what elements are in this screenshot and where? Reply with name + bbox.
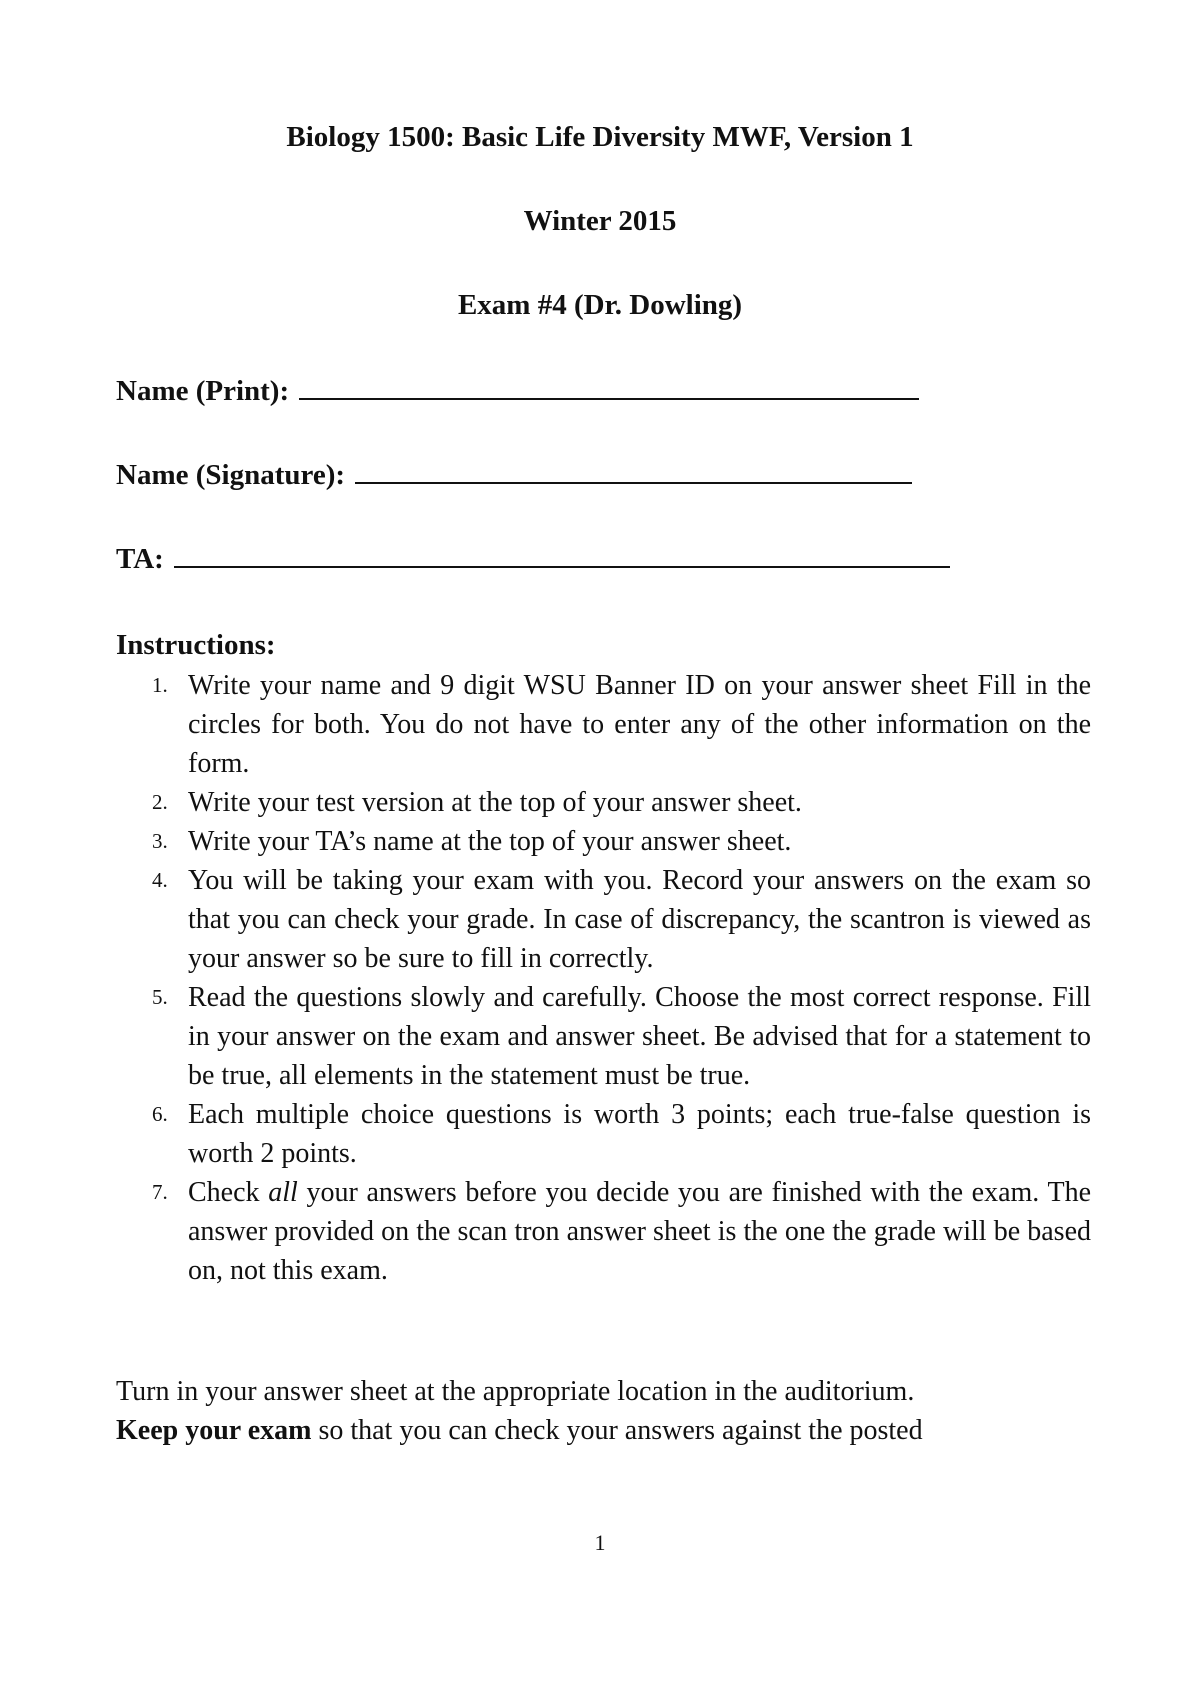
- list-item: [116, 822, 1091, 861]
- item-text-emphasis: all: [268, 1177, 298, 1208]
- item-text: Each multiple choice questions is worth 3 points; each true-false question is worth 2 points.: [188, 1099, 1091, 1169]
- exam-title: Exam #4 (Dr. Dowling): [457, 289, 743, 321]
- list-item: [116, 861, 1091, 978]
- item-number: 6.: [152, 1102, 168, 1126]
- item-text: Write your name and 9 digit WSU Banner ID on your answer sheet Fill in the circles for both. You do not have to enter any of the other information on the form.: [188, 670, 1091, 779]
- instructions-list: [116, 666, 1091, 1290]
- name-print-blank[interactable]: [299, 372, 919, 400]
- closing-line-2-rest: so that you can check your answers against the posted: [311, 1415, 923, 1446]
- item-text: You will be taking your exam with you. Record your answers on the exam so that you can check your grade. In case of discrepancy, the scantron is viewed as your answer so be sure to fill in correctly.: [188, 865, 1091, 974]
- ta-blank[interactable]: [174, 540, 950, 568]
- name-print-field: [116, 372, 919, 408]
- list-item: [116, 978, 1091, 1095]
- closing-line-2-bold: Keep your exam: [116, 1415, 312, 1446]
- name-signature-field: [116, 456, 912, 492]
- item-number: 7.: [152, 1180, 168, 1204]
- closing-line-2: [116, 1411, 1116, 1450]
- list-item: [116, 1095, 1091, 1173]
- list-item: [116, 666, 1091, 783]
- course-title: Biology 1500: Basic Life Diversity MWF, Version 1: [286, 121, 914, 153]
- item-text: Write your test version at the top of your answer sheet.: [188, 787, 802, 818]
- name-signature-blank[interactable]: [355, 456, 912, 484]
- ta-field: [116, 540, 950, 576]
- closing-line-1: Turn in your answer sheet at the appropriate location in the auditorium.: [116, 1376, 915, 1407]
- item-text-after: your answers before you decide you are finished with the exam. The answer provided on the scan tron answer sheet is the one the grade will be based on, not this exam.: [188, 1177, 1092, 1286]
- closing-paragraph: [116, 1372, 1116, 1450]
- item-number: 3.: [152, 829, 168, 853]
- term: Winter 2015: [523, 205, 677, 237]
- instructions-heading: Instructions:: [116, 629, 276, 661]
- item-text-before: Check: [188, 1177, 269, 1208]
- item-number: 4.: [152, 868, 168, 892]
- name-print-label: Name (Print):: [116, 375, 290, 407]
- item-number: 5.: [152, 985, 168, 1009]
- item-number: 2.: [152, 790, 168, 814]
- item-text: Read the questions slowly and carefully. Choose the most correct response. Fill in your answer on the exam and answer sheet. Be advised that for a statement to be true, all elements in the statement must be true.: [188, 982, 1091, 1091]
- item-text: Write your TA’s name at the top of your answer sheet.: [188, 826, 792, 857]
- item-number: 1.: [152, 673, 168, 697]
- ta-label: TA:: [116, 543, 164, 575]
- list-item: [116, 1173, 1091, 1290]
- page-number: 1: [594, 1530, 606, 1555]
- list-item: [116, 783, 1091, 822]
- name-signature-label: Name (Signature):: [116, 459, 346, 491]
